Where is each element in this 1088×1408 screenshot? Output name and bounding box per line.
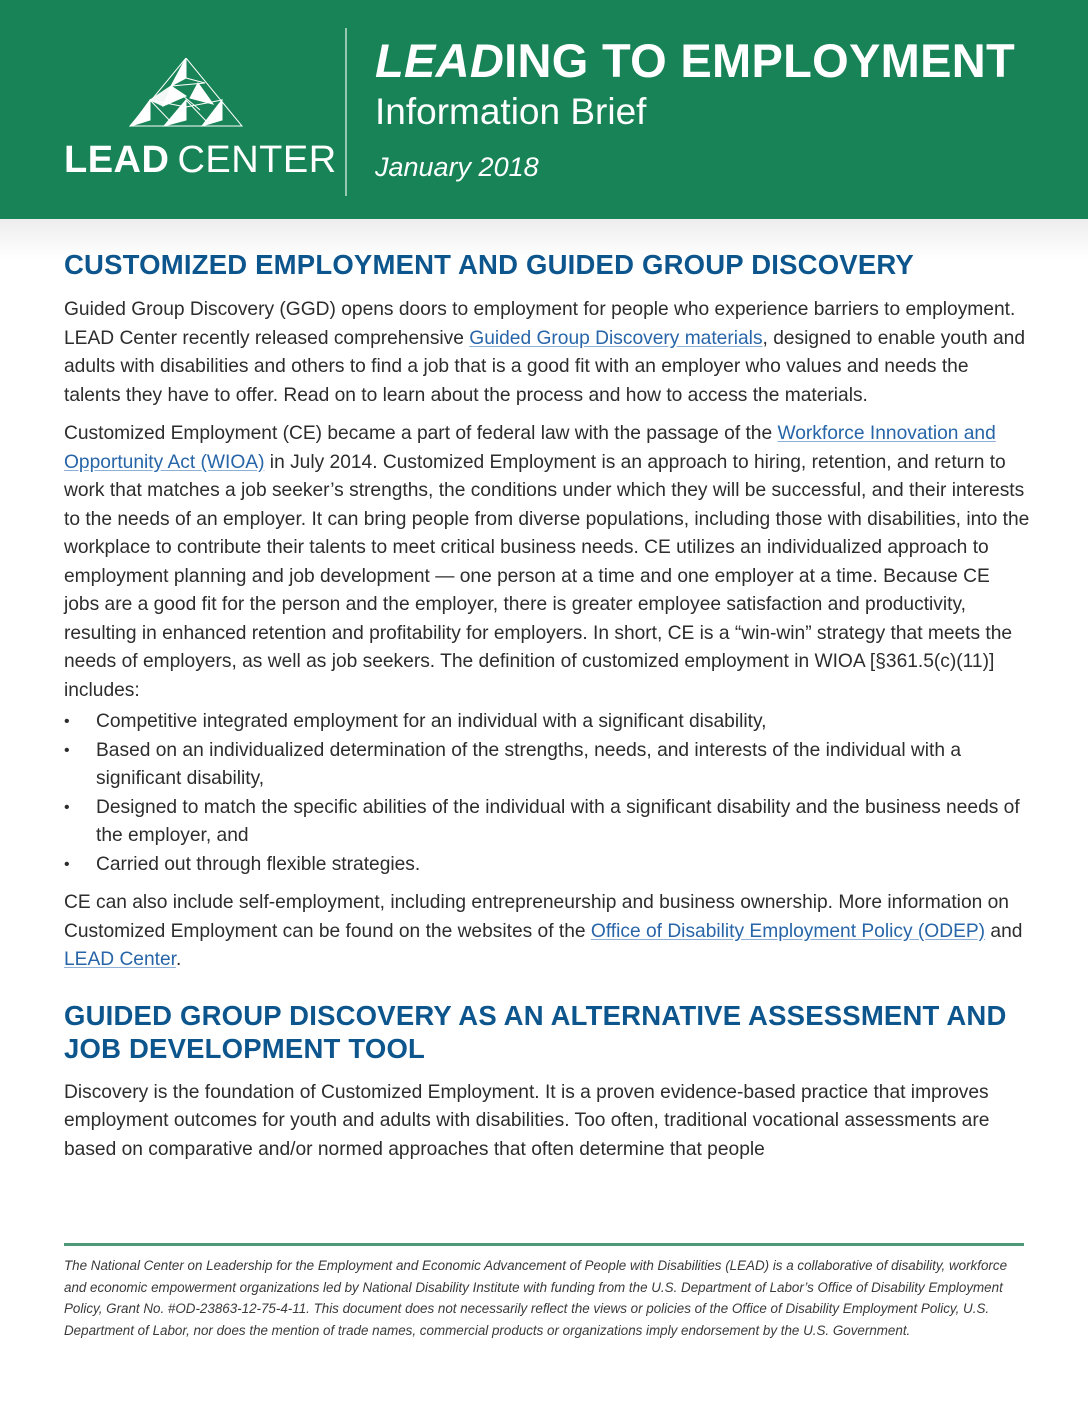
page-title-rest: ING TO EMPLOYMENT (504, 34, 1015, 87)
link-wioa[interactable]: Workforce Innovation and Opportunity Act (WIOA) (64, 423, 996, 473)
text-run: . (176, 949, 182, 970)
text-run: Guided Group Discovery (GGD) opens doors to employment for people who experience barriers to employment. LEAD Center recently released comprehensive (64, 299, 1016, 349)
text-run: and (985, 920, 1023, 942)
section-heading-customized-employment: CUSTOMIZED EMPLOYMENT AND GUIDED GROUP DISCOVERY (64, 249, 914, 280)
paragraph-discovery: Discovery is the foundation of Customized Employment. It is a proven evidence-based practice that improves employment outcomes for youth and adults with disabilities. Too often, traditional vocational assessments are based on comparative and/or normed approaches that often determine that people (64, 1081, 990, 1160)
list-item (64, 851, 1030, 880)
list-item-text: Designed to match the specific abilities of the individual with a significant disability and the business needs of the employer, and (96, 796, 1020, 846)
footer-divider (64, 1243, 1024, 1246)
text-run: Customized Employment (CE) became a part of federal law with the passage of the (64, 423, 778, 444)
text-run: in July 2014. Customized Employment is an approach to hiring, retention, and return to work that matches a job seeker’s strengths, the conditions under which they will be successful, and their interests to the needs of an employer. It can bring people from diverse populations, including those with disabilities, into the workplace to contribute their talents to meet critical business needs. CE utilizes an individualized approach to employment planning and job development — one person at a time and one employer at a time. Because CE jobs are a good fit for the person and the employer, there is greater employee satisfaction and productivity, resulting in enhanced retention and profitability for employers. In short, CE is a “win-win” strategy that meets the needs of employers, as well as job seekers. The definition of customized employment in WIOA [§361.5(c)(11)] includes: (64, 451, 1030, 701)
list-item-text: Carried out through flexible strategies. (96, 853, 421, 875)
main-content (64, 248, 1030, 1164)
paragraph-ce-definition (64, 420, 1030, 705)
header-banner (0, 0, 1088, 219)
footer-disclaimer: The National Center on Leadership for the Employment and Economic Advancement of People with Disabilities (LEAD) is a collaborative of disability, workforce and economic empowerment organizations led by National Disability Institute with funding from the U.S. Department of Labor’s Office of Disability Employment Policy, Grant No. #OD-23863-12-75-4-11. This document does not necessarily reflect the views or policies of the Office of Disability Employment Policy, U.S. Department of Labor, nor does the mention of trade names, commercial products or organizations imply endorsement by the U.S. Government. (64, 1258, 1008, 1338)
list-item-text: Based on an individualized determination of the strengths, needs, and interests of the individual with a significant disability, (96, 739, 962, 789)
logo-wordmark-light: CENTER (177, 139, 337, 181)
link-ggd-materials[interactable]: Guided Group Discovery materials (469, 327, 763, 349)
bullet-icon: • (64, 741, 70, 759)
logo-wordmark (64, 138, 337, 182)
page-title (375, 34, 1015, 88)
pyramid-triangle-logo-icon (128, 58, 244, 128)
link-lead-center[interactable]: LEAD Center (64, 949, 176, 970)
list-item (64, 737, 1030, 794)
link-odep[interactable]: Office of Disability Employment Policy (ODEP) (590, 920, 986, 942)
bullet-icon: • (64, 713, 70, 730)
list-item-text: Competitive integrated employment for an individual with a significant disability, (96, 711, 767, 732)
page-subtitle: Information Brief (375, 91, 647, 132)
page-title-emphasis: LEAD (375, 34, 505, 87)
list-item (64, 708, 1030, 737)
paragraph-self-employment (64, 889, 1030, 975)
bullet-icon: • (64, 798, 70, 816)
paragraph-ggd-intro (64, 296, 1030, 410)
ce-definition-list (64, 708, 1030, 879)
text-run: CE can also include self-employment, including entrepreneurship and business ownership. More information on Customized Employment can be found on the websites of the (64, 892, 1009, 942)
logo-wordmark-bold: LEAD (64, 139, 170, 181)
header-divider (345, 28, 347, 196)
text-run: , designed to enable youth and adults with disabilities and others to find a job that is a good fit with an employer who values and needs the talents they have to offer. Read on to learn about the process and how to access the materials. (64, 327, 1025, 406)
publication-date: January 2018 (375, 152, 539, 182)
section-heading-ggd-alternative: GUIDED GROUP DISCOVERY AS AN ALTERNATIVE ASSESSMENT AND JOB DEVELOPMENT TOOL (64, 999, 1007, 1064)
bullet-icon: • (64, 855, 70, 873)
list-item (64, 794, 1030, 851)
